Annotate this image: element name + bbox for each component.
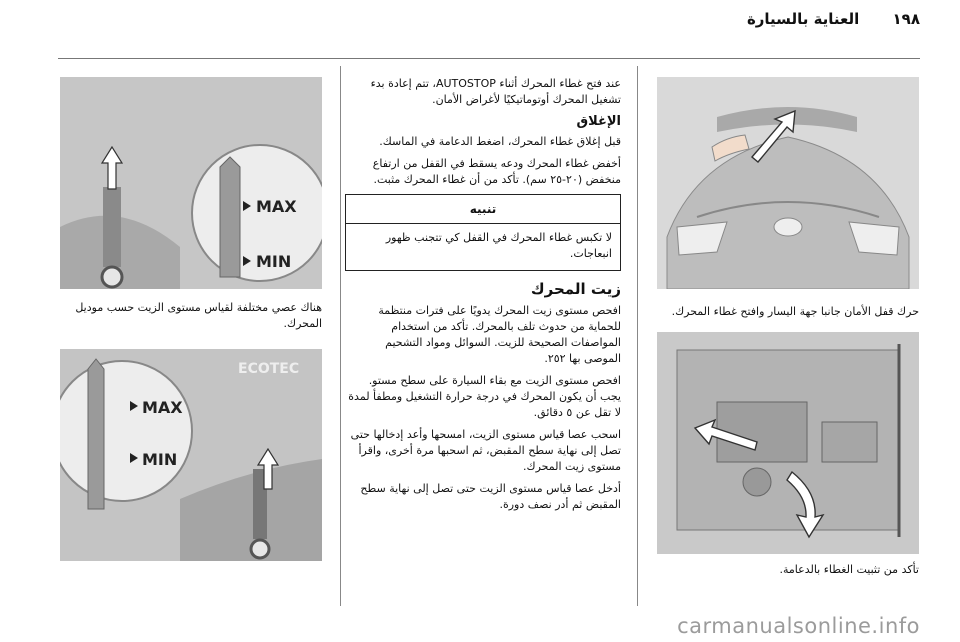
closing-heading: الإغلاق bbox=[576, 114, 621, 129]
closing-paragraph-2: أخفض غطاء المحرك ودعه يسقط في القفل من ارتفاع منخفض (٢٠-٢٥ سم). تأكد من أن غطاء المحرك مثبت. bbox=[372, 157, 621, 186]
max-label-1: MAX bbox=[256, 197, 297, 216]
page-number: ١٩٨ bbox=[892, 10, 920, 28]
hood-prop-figure bbox=[657, 332, 919, 554]
column-divider-left bbox=[340, 66, 341, 606]
notice-body: لا تكبس غطاء المحرك في القفل كي تتجنب ظهور انبعاجات. bbox=[385, 231, 612, 260]
dipstick-caption: هناك عصي مختلفة لقياس مستوى الزيت حسب موديل المحرك. bbox=[75, 301, 322, 330]
engine-bay-illustration bbox=[657, 332, 919, 554]
oil-paragraph-3: اسحب عصا قياس مستوى الزيت، امسحها وأعد إدخالها حتى تصل إلى نهاية سطح المقبض، ثم اسحبها مرة أخرى، واقرأ مستوى زيت المحرك. bbox=[350, 428, 621, 473]
oil-paragraph-1: افحص مستوى زيت المحرك يدويًا على فترات منتظمة للحماية من حدوث تلف بالمحرك. تأكد من استخدام المواصفات الصحيحة للزيت. السوائل ومواد التشحيم الموصى بها ٢٥٢. bbox=[378, 304, 621, 365]
min-label-1: MIN bbox=[256, 252, 292, 271]
car-front-illustration bbox=[657, 77, 919, 289]
section-title: العناية بالسيارة bbox=[746, 10, 860, 28]
dipstick-figure-1 bbox=[60, 77, 322, 289]
dipstick-illustration-1 bbox=[60, 77, 322, 289]
notice-title: تنبيه bbox=[346, 195, 620, 224]
dipstick-illustration-2 bbox=[60, 349, 322, 561]
closing-paragraph-1: قبل إغلاق غطاء المحرك، اضغط الدعامة في الماسك. bbox=[379, 135, 621, 148]
hood-release-figure bbox=[657, 77, 919, 289]
hood-prop-caption: تأكد من تثبيت الغطاء بالدعامة. bbox=[779, 563, 919, 576]
middle-text-column bbox=[345, 76, 621, 519]
hood-release-caption: حرك قفل الأمان جانبا جهة اليسار وافتح غطاء المحرك. bbox=[671, 305, 919, 318]
header-rule bbox=[58, 58, 920, 59]
max-label-2: MAX bbox=[142, 398, 183, 417]
engine-oil-heading: زيت المحرك bbox=[530, 280, 621, 298]
oil-paragraph-2: افحص مستوى الزيت مع بقاء السيارة على سطح مستو. يجب أن يكون المحرك في درجة حرارة التشغيل ومطفأ لمدة لا تقل عن ٥ دقائق. bbox=[348, 374, 621, 419]
page-header bbox=[747, 10, 920, 28]
autostop-paragraph: عند فتح غطاء المحرك أثناء AUTOSTOP، تتم إعادة بدء تشغيل المحرك أوتوماتيكيًا لأغراض الأمان. bbox=[370, 77, 621, 106]
min-label-2: MIN bbox=[142, 450, 178, 469]
notice-box bbox=[345, 194, 621, 271]
oil-paragraph-4: أدخل عصا قياس مستوى الزيت حتى تصل إلى نهاية سطح المقبض ثم أدر نصف دورة. bbox=[360, 482, 621, 511]
engine-brand-text: ECOTEC bbox=[238, 361, 300, 377]
dipstick-figure-2 bbox=[60, 349, 322, 561]
column-divider-right bbox=[637, 66, 638, 606]
watermark: carmanualsonline.info bbox=[677, 614, 920, 638]
